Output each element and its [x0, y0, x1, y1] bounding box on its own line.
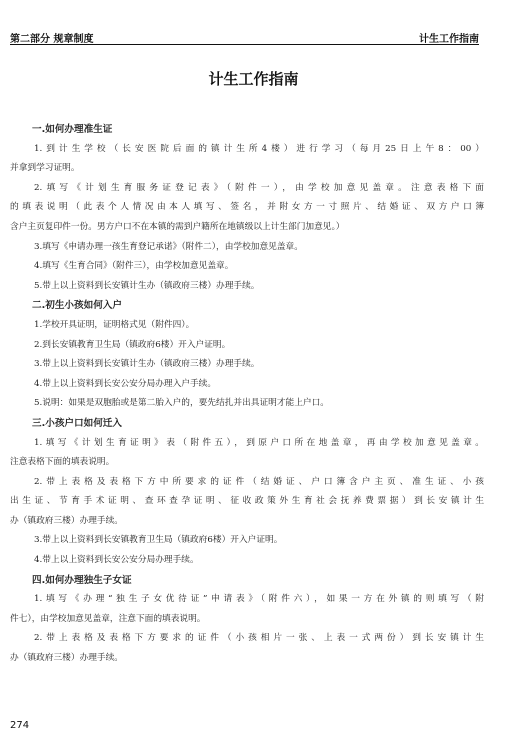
paragraph-line: 并拿到学习证明。: [10, 163, 80, 174]
paragraph-line: 注意表格下面的填表说明。: [10, 457, 115, 468]
paragraph-line: 2.带上表格及表格下方要求的证件（小孩相片一张、上表一式两份）到长安镇计生: [34, 633, 484, 644]
running-header: [0, 0, 507, 46]
section-heading: 一.如何办理准生证: [32, 124, 113, 135]
section-heading: 二.初生小孩如何入户: [32, 300, 122, 312]
paragraph-line: 3.填写《申请办理一孩生育登记承诺》（附件二），由学校加意见盖章。: [34, 241, 303, 252]
paragraph-line: 4.带上以上资料到长安公安分局办理入户手续。: [34, 378, 217, 389]
paragraph-line: 5.说明：如果是双胞胎或是第二胎入户的，要先结扎并出具证明才能上户口。: [34, 398, 329, 409]
paragraph-line: 办（镇政府三楼）办理手续。: [10, 653, 123, 664]
paragraph-line: 2.填写《计划生育服务证登记表》（附件一），由学校加意见盖章。注意表格下面: [34, 182, 484, 193]
paragraph-line: 含户主页复印件一份。男方户口不在本镇的需到户籍所在地镇级以上计生部门加意见。）: [10, 221, 345, 232]
section-heading: 四.如何办理独生子女证: [32, 574, 132, 586]
header-rule: [10, 44, 479, 45]
page-number: 274: [10, 720, 30, 731]
paragraph-line: 办（镇政府三楼）办理手续。: [10, 515, 123, 526]
paragraph-line: 4.带上以上资料到长安公安分局办理手续。: [34, 555, 199, 566]
paragraph-line: 的填表说明（此表个人情况由本人填写、签名，并附女方一寸照片、结婚证、双方户口簿: [10, 202, 484, 213]
paragraph-line: 2.带上表格及表格下方中所要求的证件（结婚证、户口簿含户主页、准生证、小孩: [34, 476, 484, 487]
paragraph-line: 1.学校开具证明，证明格式见（附件四）。: [34, 319, 195, 330]
paragraph-line: 件七），由学校加意见盖章，注意下面的填表说明。: [10, 613, 206, 624]
paragraph-line: 1.到计生学校（长安医院后面的镇计生所4楼）进行学习（每月25日上午8：00）: [34, 143, 484, 154]
header-section-label: 第二部分 规章制度: [10, 34, 94, 45]
section-heading: 三.小孩户口如何迁入: [32, 417, 122, 429]
header-book-title: 计生工作指南: [419, 34, 479, 45]
paragraph-line: 2.到长安镇教育卫生局（镇政府6楼）开入户证明。: [34, 339, 231, 350]
paragraph-line: 3.带上以上资料到长安镇教育卫生局（镇政府6楼）开入户证明。: [34, 535, 283, 546]
paragraph-line: 出生证、节育手术证明、查环查孕证明、征收政策外生育社会抚养费票据）到长安镇计生: [10, 496, 484, 507]
paragraph-line: 1.填写《计划生育证明》表（附件五），到原户口所在地盖章，再由学校加意见盖章。: [34, 437, 484, 448]
paragraph-line: 4.填写《生育合同》（附件三），由学校加意见盖章。: [34, 261, 234, 272]
document-body: [10, 120, 484, 669]
paragraph-line: 5.带上以上资料到长安镇计生办（镇政府三楼）办理手续。: [34, 280, 260, 291]
paragraph-line: 3.带上以上资料到长安镇计生办（镇政府三楼）办理手续。: [34, 359, 260, 370]
paragraph-line: 1.填写《办理“独生子女优待证”申请表》（附件六），如果一方在外镇的则填写（附: [34, 594, 484, 605]
page-title: 计生工作指南: [208, 70, 299, 88]
